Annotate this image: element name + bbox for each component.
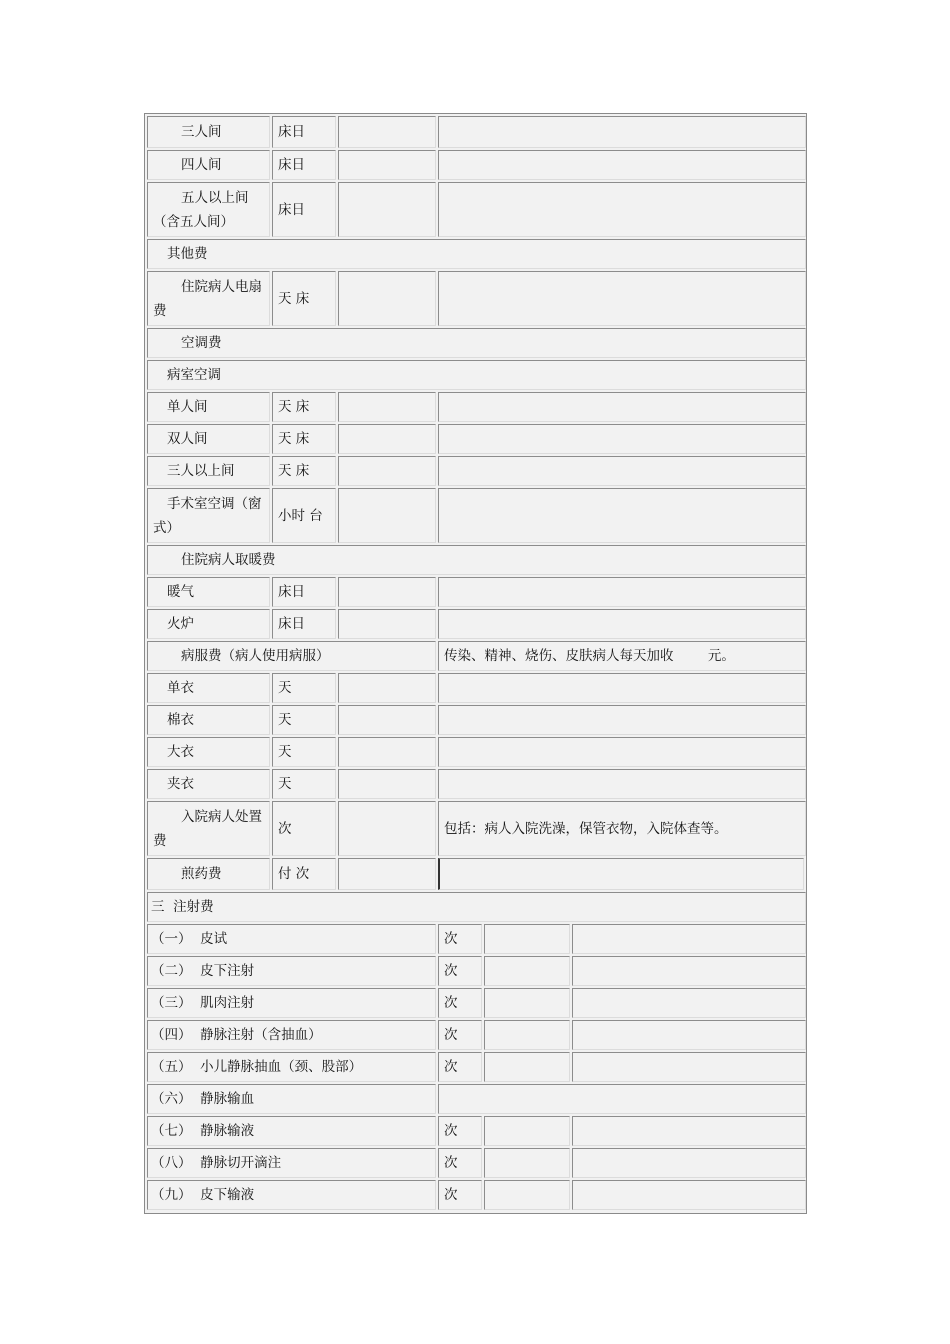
price-cell [338, 801, 436, 856]
item-name: （一） 皮试 [151, 931, 228, 947]
price-cell [484, 1148, 570, 1178]
item-name: 大衣 [167, 744, 194, 760]
price-cell [338, 150, 436, 180]
item-unit: 床日 [278, 616, 305, 632]
item-name: 手术室空调（窗式） [153, 495, 262, 536]
note-cell [572, 924, 806, 954]
item-unit: 次 [444, 1123, 458, 1139]
item-unit: 次 [444, 995, 458, 1011]
item-name: 夹衣 [167, 776, 194, 792]
price-cell [338, 182, 436, 237]
table-row [147, 269, 806, 326]
note-cell [438, 488, 806, 543]
price-cell [338, 456, 436, 486]
section-heading: 三 注射费 [151, 899, 214, 915]
item-name: 三人间 [181, 124, 222, 140]
item-unit: 天 床 [278, 431, 310, 447]
note-cell [438, 456, 806, 486]
table-row [147, 486, 806, 543]
note-cell [438, 116, 806, 148]
note-cell [572, 1052, 806, 1082]
table-row [147, 671, 806, 703]
table-row [147, 954, 806, 986]
item-unit: 次 [444, 1059, 458, 1075]
item-name: （八） 静脉切开滴注 [151, 1155, 282, 1171]
price-cell [484, 924, 570, 954]
note-cell [438, 705, 806, 735]
item-note: 传染、精神、烧伤、皮肤病人每天加收 元。 [444, 648, 735, 664]
table-row [147, 856, 806, 890]
item-unit: 次 [444, 963, 458, 979]
note-cell [438, 769, 806, 799]
note-cell [572, 1180, 806, 1210]
table-row [147, 703, 806, 735]
price-cell [338, 488, 436, 543]
item-name: 入院病人处置费 [153, 808, 262, 849]
item-name: 五人以上间（含五人间） [153, 189, 249, 230]
table-row [147, 922, 806, 954]
note-cell [572, 956, 806, 986]
price-cell [484, 1052, 570, 1082]
item-unit: 次 [278, 820, 292, 837]
item-unit: 天 [278, 744, 292, 760]
section-heading: 其他费 [167, 246, 208, 262]
price-cell [338, 673, 436, 703]
item-name: 三人以上间 [167, 463, 235, 479]
price-cell [338, 609, 436, 639]
table-row [147, 986, 806, 1018]
fee-schedule-table [144, 113, 807, 1214]
item-name: （三） 肌肉注射 [151, 995, 255, 1011]
table-row [147, 1146, 806, 1178]
table-row [147, 639, 806, 671]
item-name: 火炉 [167, 616, 194, 632]
table-row [147, 180, 806, 237]
note-cell [438, 271, 806, 326]
note-cell [438, 577, 806, 607]
price-cell [338, 705, 436, 735]
table-row [147, 890, 806, 922]
item-name: （七） 静脉输液 [151, 1123, 255, 1139]
item-name: 暖气 [167, 584, 194, 600]
note-cell [572, 1116, 806, 1146]
item-unit: 床日 [278, 124, 305, 140]
price-cell [338, 424, 436, 454]
note-cell [572, 1020, 806, 1050]
item-unit: 床日 [278, 201, 305, 218]
item-unit: 天 [278, 776, 292, 792]
price-cell [484, 1180, 570, 1210]
item-unit: 小时 台 [278, 507, 323, 524]
item-name: 煎药费 [181, 866, 222, 882]
table-row [147, 1114, 806, 1146]
price-cell [338, 858, 436, 890]
item-name: （六） 静脉输血 [151, 1091, 255, 1107]
price-cell [338, 271, 436, 326]
note-cell [438, 737, 806, 767]
table-row [147, 1178, 806, 1210]
table-row [147, 735, 806, 767]
item-unit: 次 [444, 1027, 458, 1043]
note-cell [438, 150, 806, 180]
item-name: （九） 皮下输液 [151, 1187, 255, 1203]
table-row [147, 358, 806, 390]
item-name: （二） 皮下注射 [151, 963, 255, 979]
note-cell [572, 1148, 806, 1178]
item-unit: 天 床 [278, 463, 310, 479]
table-row [147, 1082, 806, 1114]
table-row [147, 454, 806, 486]
table-row [147, 422, 806, 454]
price-cell [484, 956, 570, 986]
table-row [147, 767, 806, 799]
price-cell [484, 1116, 570, 1146]
note-cell [438, 424, 806, 454]
item-unit: 床日 [278, 157, 305, 173]
item-unit: 天 床 [278, 290, 310, 307]
item-unit: 次 [444, 1155, 458, 1171]
price-cell [338, 116, 436, 148]
table-row [147, 575, 806, 607]
section-heading: 空调费 [181, 335, 222, 351]
price-cell [338, 392, 436, 422]
table-row [147, 237, 806, 269]
note-cell [572, 988, 806, 1018]
item-name: 单人间 [167, 399, 208, 415]
price-cell [338, 769, 436, 799]
note-cell [438, 392, 806, 422]
note-cell [438, 858, 804, 890]
item-name: 四人间 [181, 157, 222, 173]
section-heading: 住院病人取暖费 [181, 552, 276, 568]
price-cell [338, 737, 436, 767]
note-cell [438, 182, 806, 237]
price-cell [484, 1020, 570, 1050]
table-row [147, 114, 806, 148]
item-name: 双人间 [167, 431, 208, 447]
item-name: 棉衣 [167, 712, 194, 728]
item-name: （四） 静脉注射（含抽血） [151, 1027, 322, 1043]
table-row [147, 326, 806, 358]
item-name: 住院病人电扇费 [153, 278, 262, 319]
note-cell [438, 609, 806, 639]
item-unit: 天 [278, 680, 292, 696]
table-row [147, 1050, 806, 1082]
item-unit: 天 [278, 712, 292, 728]
item-unit: 付 次 [278, 866, 310, 882]
item-name: 单衣 [167, 680, 194, 696]
item-note: 包括：病人入院洗澡，保管衣物，入院体查等。 [444, 820, 728, 837]
price-cell [484, 988, 570, 1018]
note-cell [438, 673, 806, 703]
table-row [147, 390, 806, 422]
table-row [147, 148, 806, 180]
item-name: 病服费（病人使用病服） [181, 648, 330, 664]
item-unit: 次 [444, 1187, 458, 1203]
table-row [147, 543, 806, 575]
item-unit: 次 [444, 931, 458, 947]
table-row [147, 1018, 806, 1050]
item-name: （五） 小儿静脉抽血（颈、股部） [151, 1059, 363, 1075]
item-unit: 床日 [278, 584, 305, 600]
item-unit: 天 床 [278, 399, 310, 415]
section-heading: 病室空调 [167, 367, 221, 383]
price-cell [338, 577, 436, 607]
table-row [147, 799, 806, 856]
table-row [147, 607, 806, 639]
